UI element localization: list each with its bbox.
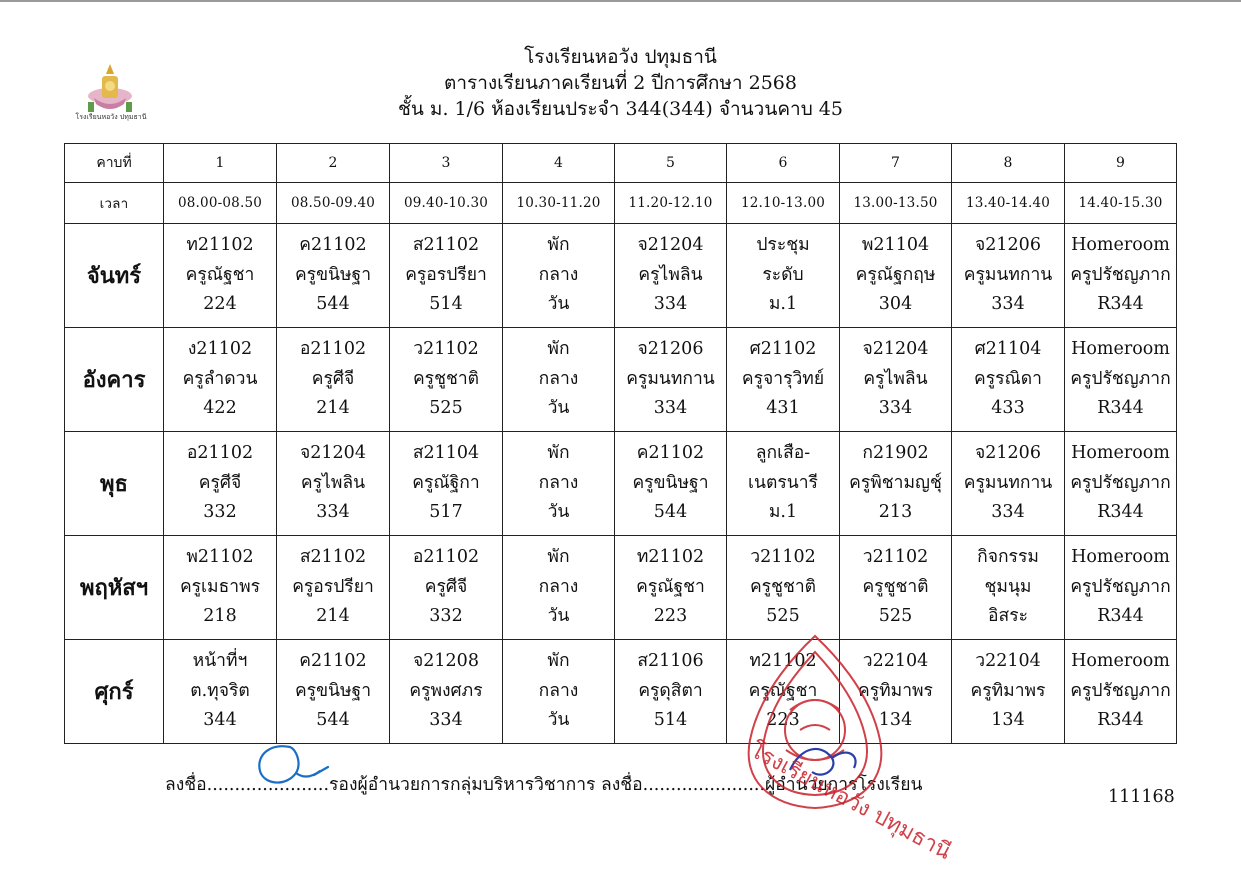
schedule-cell [277,432,390,536]
schedule-cell [840,224,952,328]
schedule-cell [164,432,277,536]
teacher-name: ครูปรัชญภาก [1070,264,1171,285]
subject-code: ส21102 [412,235,480,256]
schedule-title: ตารางเรียนภาคเรียนที่ 2 ปีการศึกษา 2568 [444,72,797,94]
schedule-cell [727,328,840,432]
teacher-name: ครูไพลิน [300,472,366,493]
stamp-text: โรงเรียนหอวัง ปทุมธานี [745,738,955,865]
timetable [64,143,1177,744]
room-number: R344 [1097,398,1144,419]
teacher-name: กลาง [538,368,579,389]
subject-code: อ21102 [299,339,367,360]
room-number: 223 [653,606,688,627]
teacher-name: ครูศีจี [198,472,242,493]
schedule-cell [1065,640,1177,744]
teacher-name: ครูณัฐชา [748,680,818,701]
schedule-cell [390,640,503,744]
teacher-name: ครูจารุวิทย์ [741,368,825,389]
subject-code: อ21102 [412,547,480,568]
teacher-name: ครูไพลิน [863,368,928,389]
room-number: 525 [766,606,800,627]
day-name: พฤหัสฯ [65,536,164,640]
teacher-name: ครูณัฐชา [185,264,255,285]
day-row [65,640,1177,744]
subject-code: ว21102 [750,547,816,568]
signature-line: ลงชื่อ......................รองผู้อำนวยการกลุ่มบริหารวิชาการ ลงชื่อ......................ผู้อำนวยการโรงเรียน [165,775,923,795]
schedule-cell [615,432,727,536]
schedule-cell [615,536,727,640]
room-number: R344 [1097,502,1144,523]
subject-code: จ21204 [300,443,366,464]
subject-code: ว22104 [862,651,929,672]
period-number: 2 [277,144,390,183]
logo-caption: โรงเรียนหอวัง ปทุมธานี [75,113,147,121]
document-header [0,44,1241,122]
room-number: 218 [203,606,237,627]
teacher-name: กลาง [538,472,579,493]
subject-code: พัก [547,235,570,256]
schedule-cell [503,640,615,744]
room-number: 525 [429,398,463,419]
room-number: 544 [653,502,688,523]
room-number: 304 [878,294,913,315]
room-number: 214 [316,398,350,419]
period-number: 4 [503,144,615,183]
teacher-name: ครูปรัชญภาก [1070,368,1171,389]
schedule-cell [503,432,615,536]
teacher-name: ครูณัฐกฤษ [855,264,936,285]
teacher-name: ครูปรัชญภาก [1070,472,1171,493]
room-number: 334 [653,294,688,315]
schedule-cell [1065,432,1177,536]
teacher-name: กลาง [538,576,579,597]
room-number: 334 [429,710,463,731]
schedule-cell [615,328,727,432]
room-number: 334 [316,502,350,523]
period-number: 5 [615,144,727,183]
class-info: ชั้น ม. 1/6 ห้องเรียนประจำ 344(344) จำนวนคาบ 45 [398,98,843,120]
teacher-name: ครูศีจี [424,576,468,597]
teacher-name: ครูขนิษฐา [632,472,709,493]
schedule-cell [615,224,727,328]
room-number: วัน [547,502,570,523]
room-number: อิสระ [988,606,1028,627]
room-number: 422 [203,398,237,419]
room-number: 433 [991,398,1025,419]
teacher-name: ระดับ [762,264,804,285]
room-number: 431 [766,398,800,419]
schedule-cell [390,432,503,536]
period-header-label: คาบที่ [65,144,164,183]
teacher-name: ครูศีจี [311,368,355,389]
schedule-cell [164,640,277,744]
teacher-name: ครูรณิดา [974,368,1042,389]
room-number: R344 [1097,606,1144,627]
room-number: 514 [429,294,463,315]
subject-code: ว21102 [862,547,929,568]
teacher-name: ครูพงศภร [409,680,483,701]
teacher-name: ครูทิมาพร [858,680,933,701]
teacher-name: ครูชูชาติ [862,576,929,597]
teacher-name: ครูขนิษฐา [294,264,372,285]
time-row [65,183,1177,224]
subject-code: จ21204 [862,339,929,360]
schedule-cell [727,432,840,536]
room-number: 544 [316,710,350,731]
teacher-name: ครูอรปรียา [405,264,487,285]
subject-code: อ21102 [186,443,254,464]
schedule-cell [1065,224,1177,328]
document-code: 111168 [1108,787,1175,807]
teacher-name: ครูขนิษฐา [294,680,372,701]
subject-code: พ21104 [861,235,930,256]
subject-code: กิจกรรม [977,547,1039,568]
subject-code: Homeroom [1071,235,1170,256]
schedule-cell [164,224,277,328]
day-row [65,536,1177,640]
subject-code: ค21102 [299,235,367,256]
day-row [65,328,1177,432]
teacher-name: ครูมนทกาน [963,472,1053,493]
schedule-cell [615,640,727,744]
period-time: 13.40-14.40 [952,183,1065,224]
subject-code: ท21102 [636,547,705,568]
room-number: 332 [203,502,237,523]
teacher-name: กลาง [538,680,579,701]
schedule-cell [277,224,390,328]
schedule-cell [164,328,277,432]
period-time: 14.40-15.30 [1065,183,1177,224]
subject-code: ศ21104 [974,339,1042,360]
period-number: 7 [840,144,952,183]
schedule-cell [1065,536,1177,640]
room-number: 514 [653,710,688,731]
subject-code: Homeroom [1071,651,1170,672]
period-time: 09.40-10.30 [390,183,503,224]
room-number: 223 [766,710,800,731]
schedule-cell [164,536,277,640]
subject-code: พัก [547,547,570,568]
schedule-cell [840,536,952,640]
period-time: 08.00-08.50 [164,183,277,224]
school-name: โรงเรียนหอวัง ปทุมธานี [524,46,717,68]
room-number: 213 [878,502,913,523]
teacher-name: เนตรนารี [748,472,818,493]
subject-code: ท21102 [749,651,817,672]
schedule-cell [390,536,503,640]
subject-code: Homeroom [1071,339,1170,360]
schedule-cell [952,328,1065,432]
schedule-cell [277,640,390,744]
room-number: R344 [1097,710,1144,731]
period-number: 3 [390,144,503,183]
period-time: 10.30-11.20 [503,183,615,224]
room-number: ม.1 [768,294,798,315]
schedule-cell [503,536,615,640]
subject-code: พัก [547,443,570,464]
subject-code: ก21902 [862,443,929,464]
subject-code: จ21208 [413,651,479,672]
room-number: 224 [203,294,237,315]
room-number: 134 [878,710,913,731]
subject-code: ส21106 [637,651,704,672]
period-time: 12.10-13.00 [727,183,840,224]
room-number: 334 [991,502,1025,523]
room-number: 525 [878,606,913,627]
teacher-name: ครูทิมาพร [970,680,1046,701]
schedule-cell [952,224,1065,328]
room-number: 544 [316,294,350,315]
period-time: 08.50-09.40 [277,183,390,224]
room-number: 334 [653,398,688,419]
teacher-name: ครูมนทกาน [626,368,715,389]
subject-code: ส21104 [412,443,480,464]
schedule-cell [840,432,952,536]
schedule-cell [503,224,615,328]
school-stamp-icon [720,630,955,865]
period-number: 9 [1065,144,1177,183]
teacher-name: ต.ทุจริต [190,680,250,701]
room-number: วัน [547,294,570,315]
subject-code: พ21102 [186,547,254,568]
teacher-name: ครูอรปรียา [292,576,374,597]
schedule-cell [952,536,1065,640]
teacher-name: ครูไพลิน [638,264,703,285]
schedule-cell [840,328,952,432]
subject-code: ลูกเสือ- [755,443,811,464]
room-number: วัน [547,710,570,731]
subject-code: ค21102 [299,651,367,672]
schedule-cell [727,224,840,328]
teacher-name: กลาง [538,264,579,285]
period-number: 6 [727,144,840,183]
teacher-name: ครูดุสิตา [638,680,703,701]
subject-code: ศ21102 [749,339,817,360]
subject-code: ค21102 [636,443,705,464]
day-name: ศุกร์ [65,640,164,744]
day-name: พุธ [65,432,164,536]
period-time: 11.20-12.10 [615,183,727,224]
subject-code: ส21102 [299,547,367,568]
period-number: 8 [952,144,1065,183]
period-number: 1 [164,144,277,183]
period-time: 13.00-13.50 [840,183,952,224]
teacher-name: ครูชูชาติ [412,368,480,389]
room-number: ม.1 [768,502,798,523]
room-number: วัน [547,606,570,627]
subject-code: จ21206 [975,235,1041,256]
teacher-name: ครูปรัชญภาก [1070,680,1171,701]
day-name: จันทร์ [65,224,164,328]
teacher-name: ครูเมธาพร [179,576,261,597]
schedule-cell [390,328,503,432]
schedule-cell [727,536,840,640]
time-header-label: เวลา [65,183,164,224]
teacher-name: ครูปรัชญภาก [1070,576,1171,597]
room-number: 332 [429,606,463,627]
subject-code: พัก [547,339,570,360]
day-row [65,224,1177,328]
subject-code: จ21206 [975,443,1041,464]
subject-code: จ21206 [637,339,704,360]
room-number: 134 [991,710,1025,731]
teacher-name: ชุมนุม [984,576,1032,597]
schedule-cell [952,640,1065,744]
room-number: 334 [878,398,913,419]
subject-code: จ21204 [637,235,704,256]
top-rule [0,0,1241,2]
room-number: 334 [991,294,1025,315]
day-name: อังคาร [65,328,164,432]
period-header-row [65,144,1177,183]
room-number: 517 [429,502,463,523]
teacher-name: ครูมนทกาน [963,264,1053,285]
schedule-cell [390,224,503,328]
room-number: 344 [203,710,237,731]
teacher-name: ครูชูชาติ [749,576,817,597]
subject-code: ง21102 [187,339,253,360]
day-row [65,432,1177,536]
subject-code: Homeroom [1071,443,1170,464]
room-number: วัน [547,398,570,419]
subject-code: หน้าที่ฯ [192,651,248,672]
subject-code: ประชุม [756,235,810,256]
schedule-cell [952,432,1065,536]
subject-code: Homeroom [1071,547,1170,568]
schedule-cell [1065,328,1177,432]
teacher-name: ครูณัฐชา [636,576,705,597]
subject-code: พัก [547,651,570,672]
teacher-name: ครูพิชามญชุ์ [849,472,942,493]
subject-code: ว22104 [975,651,1041,672]
schedule-cell [277,536,390,640]
subject-code: ท21102 [186,235,254,256]
room-number: R344 [1097,294,1144,315]
teacher-name: ครูลำดวน [182,368,258,389]
subject-code: ว21102 [413,339,479,360]
schedule-cell [277,328,390,432]
room-number: 214 [316,606,350,627]
teacher-name: ครูณัฐิกา [412,472,480,493]
schedule-cell [503,328,615,432]
